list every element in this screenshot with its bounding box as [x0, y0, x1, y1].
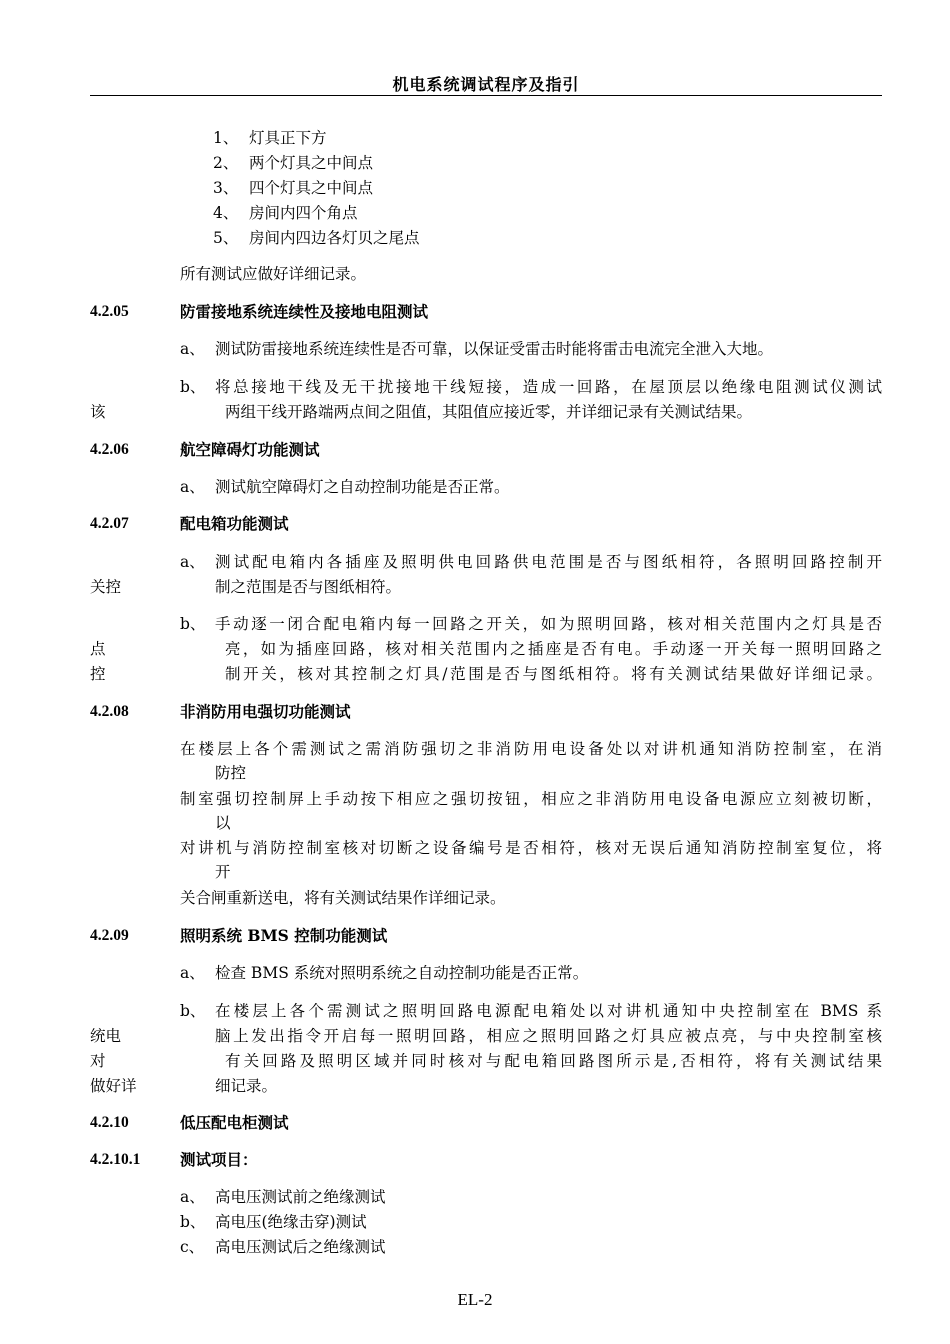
margin-fragment: 该: [90, 403, 106, 421]
section-number: 4.2.10: [90, 1114, 129, 1131]
section-title: 防雷接地系统连续性及接地电阻测试: [180, 302, 429, 321]
list-mark: 5、: [213, 229, 239, 247]
item-text: 高电压测试前之绝缘测试: [215, 1188, 386, 1206]
item-text: 测试航空障碍灯之自动控制功能是否正常。: [215, 478, 510, 496]
paragraph-line: 制室强切控制屏上手动按下相应之强切按钮，相应之非消防用电设备电源应立刻被切断，: [180, 790, 882, 808]
section-number: 4.2.09: [90, 927, 129, 944]
item-mark: a、: [180, 340, 205, 358]
list-item: 房间内四个角点: [249, 204, 358, 222]
record-note: 所有测试应做好详细记录。: [180, 265, 367, 283]
list-item: 两个灯具之中间点: [249, 154, 374, 172]
list-item: 房间内四边各灯贝之尾点: [249, 229, 420, 247]
item-text: 测试配电箱内各插座及照明供电回路供电范围是否与图纸相符，各照明回路控制开: [215, 553, 882, 571]
item-mark: a、: [180, 553, 205, 571]
section-title: 配电箱功能测试: [180, 514, 289, 533]
paragraph-line: 关合闸重新送电，将有关测试结果作详细记录。: [180, 889, 506, 907]
paragraph-wrap: 以: [215, 814, 231, 832]
item-mark: c、: [180, 1238, 205, 1256]
section-title: 低压配电柜测试: [180, 1113, 289, 1132]
item-text: 测试防雷接地系统连续性是否可靠，以保证受雷击时能将雷击电流完全泄入大地。: [215, 340, 774, 358]
section-title: 照明系统 BMS 控制功能测试: [180, 926, 388, 945]
document-header-title: 机电系统调试程序及指引: [392, 75, 580, 94]
margin-fragment: 做好详: [90, 1077, 137, 1095]
margin-fragment: 统电: [90, 1027, 122, 1045]
section-number: 4.2.08: [90, 703, 129, 720]
list-mark: 2、: [213, 154, 239, 172]
margin-fragment: 对: [90, 1052, 106, 1070]
item-text: 高电压测试后之绝缘测试: [215, 1238, 386, 1256]
item-mark: b、: [180, 1213, 206, 1231]
section-title: 航空障碍灯功能测试: [180, 440, 320, 459]
item-text-continued: 制开关，核对其控制之灯具/范围是否与图纸相符。将有关测试结果做好详细记录。: [225, 665, 882, 683]
item-mark: b、: [180, 378, 206, 396]
paragraph-wrap: 防控: [215, 764, 247, 782]
section-number: 4.2.07: [90, 515, 129, 532]
item-text: 将总接地干线及无干扰接地干线短接，造成一回路，在屋顶层以绝缘电阻测试仪测试: [215, 378, 882, 396]
item-text-continued: 两组干线开路端两点间之阻值，其阻值应接近零，并详细记录有关测试结果。: [225, 403, 753, 421]
item-text: 在楼层上各个需测试之照明回路电源配电箱处以对讲机通知中央控制室在 BMS 系: [215, 1002, 882, 1020]
item-text-continued: 亮，如为插座回路，核对相关范围内之插座是否有电。手动逐一开关每一照明回路之: [225, 640, 882, 658]
paragraph-wrap: 开: [215, 863, 231, 881]
page-number: EL-2: [457, 1290, 493, 1309]
item-text-continued: 有关回路及照明区域并同时核对与配电箱回路图所示是,否相符，将有关测试结果: [225, 1052, 882, 1070]
item-mark: a、: [180, 964, 205, 982]
item-mark: a、: [180, 478, 205, 496]
item-text-continued: 脑上发出指令开启每一照明回路，相应之照明回路之灯具应被点亮，与中央控制室核: [215, 1027, 882, 1045]
list-mark: 4、: [213, 204, 239, 222]
margin-fragment: 控: [90, 665, 106, 683]
item-text: 检查 BMS 系统对照明系统之自动控制功能是否正常。: [215, 964, 589, 982]
section-number: 4.2.05: [90, 303, 129, 320]
item-mark: a、: [180, 1188, 205, 1206]
item-text-continued: 制之范围是否与图纸相符。: [215, 578, 402, 596]
item-text: 高电压(绝缘击穿)测试: [215, 1213, 367, 1231]
list-mark: 3、: [213, 179, 239, 197]
section-title: 非消防用电强切功能测试: [180, 702, 351, 721]
margin-fragment: 关控: [90, 578, 122, 596]
margin-fragment: 点: [90, 640, 106, 658]
list-mark: 1、: [213, 129, 239, 147]
item-text-continued: 细记录。: [215, 1077, 278, 1095]
item-mark: b、: [180, 1002, 206, 1020]
section-title: 测试项目：: [180, 1150, 258, 1169]
header-rule: [90, 95, 882, 96]
paragraph-line: 在楼层上各个需测试之需消防强切之非消防用电设备处以对讲机通知消防控制室，在消: [180, 740, 882, 758]
list-item: 灯具正下方: [249, 129, 327, 147]
item-mark: b、: [180, 615, 206, 633]
section-number: 4.2.10.1: [90, 1151, 141, 1168]
list-item: 四个灯具之中间点: [249, 179, 374, 197]
paragraph-line: 对讲机与消防控制室核对切断之设备编号是否相符，核对无误后通知消防控制室复位，将: [180, 839, 882, 857]
item-text: 手动逐一闭合配电箱内每一回路之开关，如为照明回路，核对相关范围内之灯具是否: [215, 615, 882, 633]
section-number: 4.2.06: [90, 441, 129, 458]
